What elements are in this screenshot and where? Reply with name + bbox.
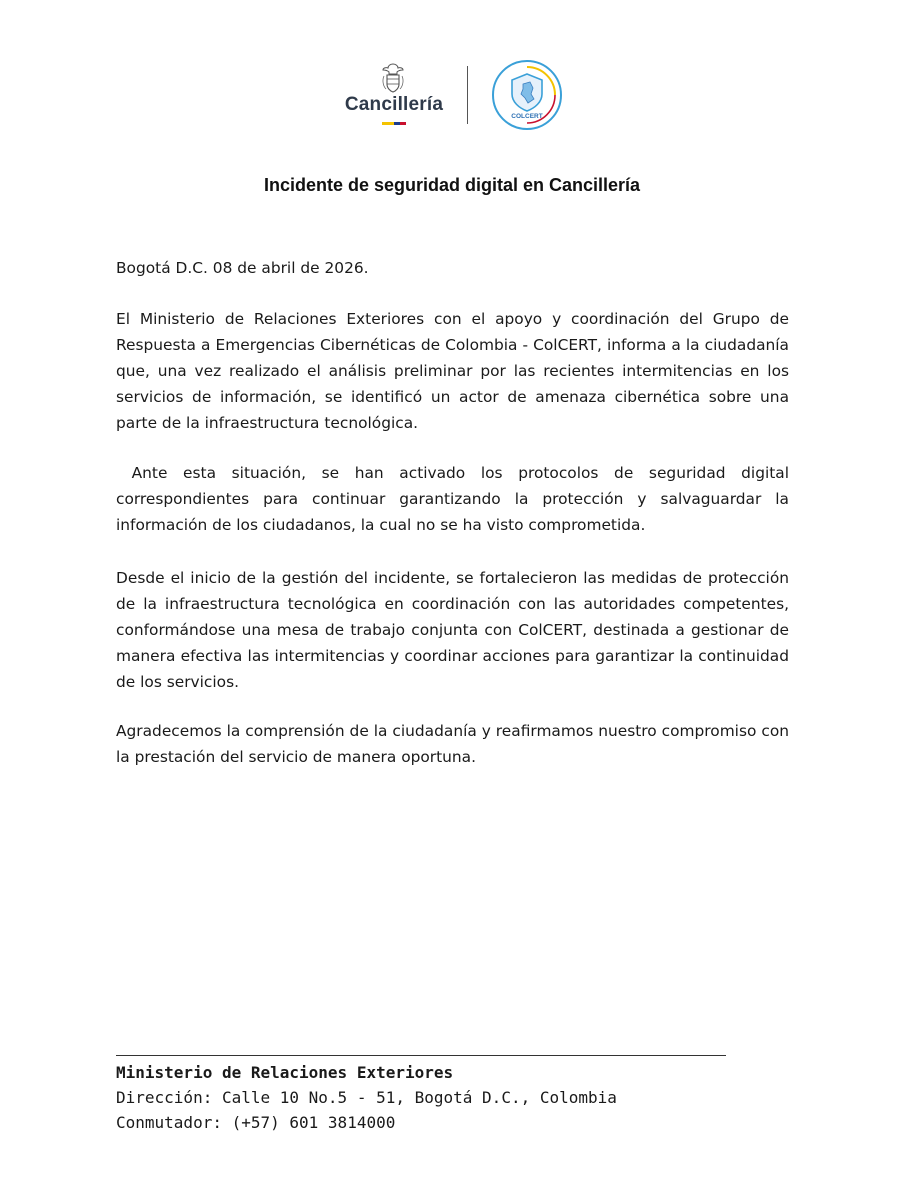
colcert-logo: [490, 58, 564, 132]
paragraph: Desde el inicio de la gestión del incidente, se fortalecieron las medidas de protección de la infraestructura tecnológica en coordinación con las autoridades competentes, conformándose una mesa de trabajo conjunta con ColCERT, destinada a gestionar de manera efectiva las intermitencias y coordinar acciones para garantizar la continuidad de los servicios.: [116, 569, 789, 691]
logo-divider: [467, 66, 468, 124]
paragraph: El Ministerio de Relaciones Exteriores con el apoyo y coordinación del Grupo de Respuesta a Emergencias Cibernéticas de Colombia - ColCERT, informa a la ciudadanía que, una vez realizado el análisis preliminar por las recientes intermitencias en los servicios de información, se identificó un actor de amenaza cibernética sobre una parte de la infraestructura tecnológica.: [116, 310, 789, 432]
paragraph: Ante esta situación, se han activado los protocolos de seguridad digital correspondientes para continuar garantizando la protección y salvaguardar la información de los ciudadanos, la cual no se ha visto comprometida.: [116, 464, 794, 534]
footer-phone: Conmutador: (+57) 601 3814000: [116, 1113, 396, 1132]
cancilleria-wordmark: Cancillería: [344, 94, 444, 115]
header-logos: [0, 58, 904, 138]
date-line: Bogotá D.C. 08 de abril de 2026.: [116, 259, 369, 277]
document-title: Incidente de seguridad digital en Cancillería: [263, 175, 641, 195]
footer-organization: Ministerio de Relaciones Exteriores: [116, 1063, 454, 1082]
paragraph: Agradecemos la comprensión de la ciudadanía y reafirmamos nuestro compromiso con la prestación del servicio de manera oportuna.: [116, 722, 789, 766]
footer-address: Dirección: Calle 10 No.5 - 51, Bogotá D.C., Colombia: [116, 1088, 617, 1107]
colombia-coat-of-arms-icon: [378, 62, 408, 94]
colcert-wordmark-text: COLCERT: [511, 113, 543, 120]
footer-rule: [116, 1055, 726, 1056]
colcert-wordmark: [490, 58, 564, 132]
cancilleria-logo: [342, 58, 446, 130]
footer: [116, 1060, 816, 1135]
colombia-flag-bar: [382, 122, 406, 125]
